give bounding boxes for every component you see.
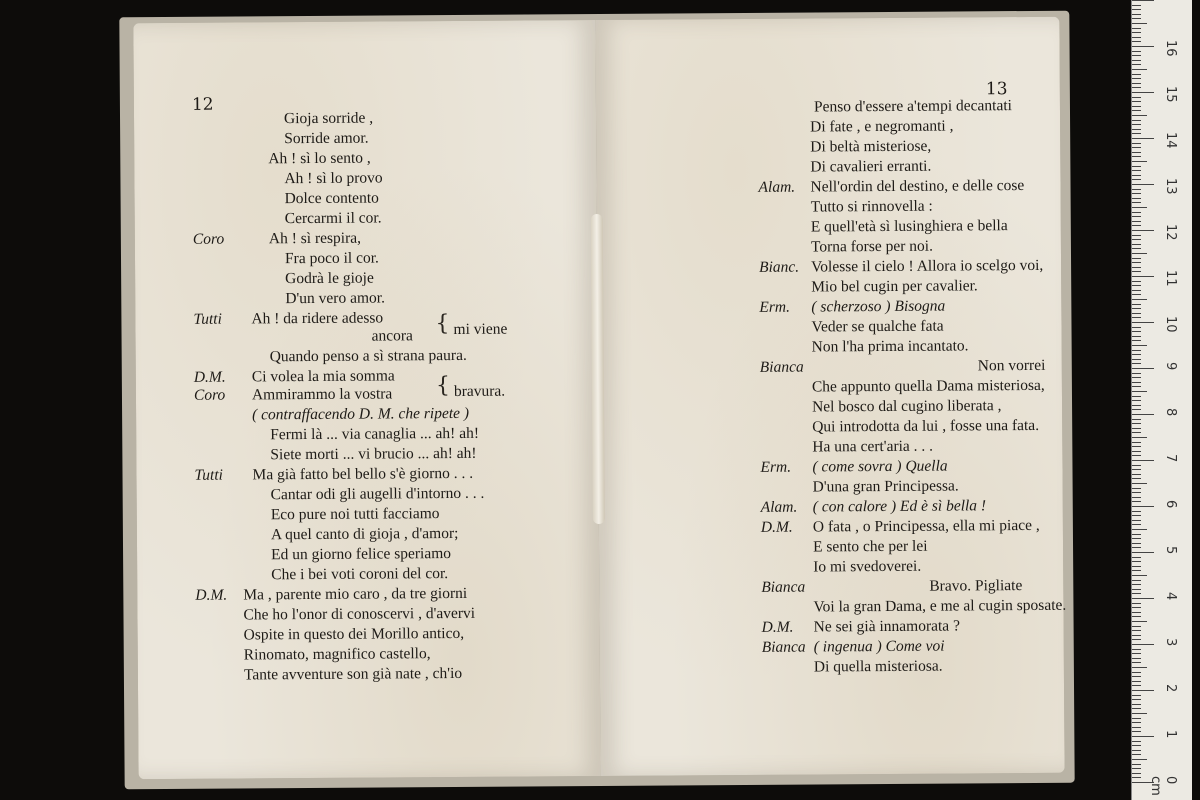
- verse-line: Tante avventure son già nate , ch'io: [243, 664, 463, 684]
- speaker-label: Tutti: [193, 310, 222, 328]
- verse-line: Che appunto quella Dama misteriosa,: [811, 376, 1045, 396]
- verse-line: Penso d'essere a'tempi decantati: [813, 97, 1012, 116]
- verse-line: Fra poco il cor.: [284, 249, 379, 268]
- ruler-tick: [1132, 575, 1147, 576]
- open-book: [119, 11, 1074, 790]
- ruler-tick: [1132, 534, 1141, 535]
- ruler-tick: [1132, 276, 1154, 277]
- ruler-number: 6: [1163, 500, 1178, 509]
- ruler-number: 10: [1163, 316, 1178, 333]
- ruler-tick: [1132, 124, 1141, 125]
- ruler-tick: [1132, 69, 1147, 70]
- verse-line: Cantar odi gli augelli d'intorno . . .: [270, 484, 485, 504]
- verse-line: Gioja sorride ,: [283, 109, 374, 128]
- verse-line: D'un vero amor.: [285, 289, 385, 308]
- ruler-tick: [1132, 566, 1141, 567]
- verse-line: Ah ! sì lo sento ,: [268, 149, 371, 168]
- ruler-number: 16: [1163, 40, 1178, 57]
- speaker-label: Coro: [192, 230, 225, 248]
- ruler-tick: [1132, 451, 1141, 452]
- ruler-tick: [1132, 120, 1141, 121]
- ruler-tick: [1132, 189, 1141, 190]
- ruler-number: 7: [1163, 454, 1178, 463]
- ruler-tick: [1132, 106, 1141, 107]
- verse-line: Ah ! da ridere adesso: [251, 309, 384, 328]
- ruler-tick: [1132, 649, 1141, 650]
- page-number-right: 13: [985, 79, 1008, 100]
- verse-line: Tutto si rinnovella :: [810, 197, 933, 216]
- ruler-tick: [1132, 460, 1154, 461]
- ruler-tick: [1132, 290, 1141, 291]
- ruler-tick: [1132, 593, 1141, 594]
- verse-line: ( ingenua ) Come voi: [813, 637, 945, 656]
- verse-line: Di cavalieri erranti.: [810, 157, 932, 176]
- verse-line: Ha una cert'aria . . .: [812, 437, 934, 456]
- ruler-tick: [1132, 474, 1141, 475]
- ruler-tick: [1132, 221, 1141, 222]
- ruler-tick: [1132, 681, 1141, 682]
- ruler-tick: [1132, 216, 1141, 217]
- ruler-tick: [1132, 731, 1141, 732]
- ruler-tick: [1132, 497, 1141, 498]
- verse-line: ( scherzoso ) Bisogna: [811, 297, 946, 316]
- ruler-tick: [1132, 685, 1141, 686]
- ruler-tick: [1132, 639, 1141, 640]
- verse-line: Non vorrei: [977, 356, 1046, 375]
- ruler-tick: [1132, 662, 1141, 663]
- verse-line: E sento che per lei: [812, 537, 928, 556]
- ruler-tick: [1132, 630, 1141, 631]
- brace-text: bravura.: [453, 382, 506, 400]
- ruler-tick: [1132, 708, 1141, 709]
- verse-line: Sorride amor.: [284, 129, 369, 148]
- ruler-tick: [1132, 506, 1154, 507]
- speaker-label: Erm.: [760, 458, 792, 476]
- ruler-tick: [1132, 704, 1141, 705]
- ruler-tick: [1132, 538, 1141, 539]
- speaker-label: D.M.: [761, 618, 794, 636]
- verse-line: Ne sei già innamorata ?: [813, 617, 960, 636]
- ruler-tick: [1132, 552, 1154, 553]
- ruler-tick: [1132, 405, 1141, 406]
- ruler-tick: [1132, 212, 1141, 213]
- ruler-tick: [1132, 658, 1141, 659]
- ruler-tick: [1132, 354, 1141, 355]
- verse-line: Godrà le gioje: [285, 269, 374, 288]
- ruler-number: 5: [1163, 546, 1178, 555]
- ruler-number: 13: [1163, 178, 1178, 195]
- speaker-label: Tutti: [194, 466, 224, 484]
- ruler-tick: [1132, 23, 1147, 24]
- ruler-tick: [1132, 46, 1154, 47]
- ruler-tick: [1132, 207, 1147, 208]
- verse-line: Mio bel cugin per cavalier.: [811, 277, 978, 296]
- verse-line: Voi la gran Dama, e me al cugin sposate.: [813, 596, 1067, 616]
- ruler-tick: [1132, 492, 1141, 493]
- speaker-label: Bianca: [761, 578, 806, 596]
- ruler-tick: [1132, 368, 1154, 369]
- ruler-tick: [1132, 741, 1141, 742]
- page-number-left: 12: [191, 94, 214, 115]
- verse-line: Ah ! sì lo provo: [284, 169, 383, 188]
- ruler-tick: [1132, 175, 1141, 176]
- ruler-tick: [1132, 524, 1141, 525]
- ruler-tick: [1132, 469, 1141, 470]
- ruler-number: 12: [1163, 224, 1178, 241]
- ruler-number: 8: [1163, 408, 1178, 417]
- ruler-tick: [1132, 419, 1141, 420]
- ruler-number: 11: [1163, 270, 1178, 287]
- ruler-tick: [1132, 166, 1141, 167]
- ruler-tick: [1132, 322, 1154, 323]
- ruler-tick: [1132, 14, 1141, 15]
- verse-line: Che ho l'onor di conoscervi , d'avervi: [243, 604, 476, 624]
- ruler-tick: [1132, 695, 1141, 696]
- ruler-tick: [1132, 644, 1154, 645]
- verse-line: Ah ! sì respira,: [268, 229, 362, 248]
- ruler-tick: [1132, 299, 1147, 300]
- ruler-tick: [1132, 391, 1147, 392]
- ruler-tick: [1132, 373, 1141, 374]
- ruler-tick: [1132, 271, 1141, 272]
- ruler-number: 15: [1163, 86, 1178, 103]
- ruler-tick: [1132, 308, 1141, 309]
- speaker-label: Erm.: [759, 298, 790, 316]
- ruler-tick: [1132, 612, 1141, 613]
- ruler-tick: [1132, 442, 1141, 443]
- verse-line: Quando penso a sì strana paura.: [269, 346, 467, 366]
- ruler-tick: [1132, 258, 1141, 259]
- verse-line: D'una gran Principessa.: [812, 477, 959, 496]
- ruler-tick: [1132, 529, 1147, 530]
- ruler-tick: [1132, 74, 1141, 75]
- ruler-tick: [1132, 115, 1147, 116]
- ruler-tick: [1132, 60, 1141, 61]
- ruler-tick: [1132, 97, 1141, 98]
- ruler-tick: [1132, 55, 1141, 56]
- ruler-tick: [1132, 616, 1141, 617]
- verse-line: Torna forse per noi.: [810, 237, 934, 256]
- ruler-tick: [1132, 78, 1141, 79]
- ruler-tick: [1132, 37, 1141, 38]
- ruler-tick: [1132, 570, 1141, 571]
- verse-line: ( contraffacendo D. M. che ripete ): [252, 404, 470, 424]
- ruler-tick: [1132, 465, 1141, 466]
- verse-line: Nell'ordin del destino, e delle cose: [810, 177, 1025, 196]
- ruler-tick: [1132, 690, 1154, 691]
- ruler-tick: [1132, 18, 1141, 19]
- ruler-number: 14: [1163, 132, 1178, 149]
- verse-line: Dolce contento: [284, 189, 379, 208]
- verse-line: Di quella misteriosa.: [813, 657, 943, 676]
- verse-line: Io mi svedoverei.: [813, 557, 922, 576]
- ruler-number: 3: [1163, 638, 1178, 647]
- speaker-label: Bianc.: [759, 258, 800, 276]
- verse-line: Ma , parente mio caro , da tre giorni: [243, 584, 468, 604]
- ruler-tick: [1132, 446, 1141, 447]
- ruler-tick: [1132, 161, 1147, 162]
- ruler-tick: [1132, 0, 1154, 1]
- verse-line: Eco pure noi tutti facciamo: [270, 505, 440, 524]
- ruler-tick: [1132, 138, 1154, 139]
- ruler-tick: [1132, 313, 1141, 314]
- ruler-number: 1: [1163, 730, 1178, 739]
- verse-line: Fermi là ... via canaglia ... ah! ah!: [270, 424, 480, 444]
- verse-line: Di beltà misteriose,: [810, 137, 932, 156]
- ruler-tick: [1132, 561, 1141, 562]
- ruler-tick: [1132, 143, 1141, 144]
- ruler-tick: [1132, 580, 1141, 581]
- ruler-tick: [1132, 455, 1141, 456]
- ruler-tick: [1132, 92, 1154, 93]
- ruler-tick: [1132, 584, 1141, 585]
- ruler-tick: [1132, 129, 1141, 130]
- verse-line: Siete morti ... vi brucio ... ah! ah!: [270, 444, 477, 464]
- speaker-label: D.M.: [760, 518, 793, 536]
- ruler-tick: [1132, 547, 1141, 548]
- ruler-tick: [1132, 432, 1141, 433]
- ruler-tick: [1132, 773, 1141, 774]
- ruler-tick: [1132, 41, 1141, 42]
- ruler-tick: [1132, 621, 1147, 622]
- ruler-tick: [1132, 51, 1141, 52]
- ruler-tick: [1132, 520, 1141, 521]
- left-page: [133, 20, 600, 779]
- verse-line: Non l'ha prima incantato.: [811, 337, 969, 356]
- ruler-tick: [1132, 156, 1141, 157]
- ruler-tick: [1132, 267, 1141, 268]
- ruler-tick: [1132, 745, 1141, 746]
- ruler-tick: [1132, 147, 1141, 148]
- ruler-tick: [1132, 101, 1141, 102]
- ruler-tick: [1132, 483, 1147, 484]
- ruler-number: 2: [1163, 684, 1178, 693]
- ruler-tick: [1132, 750, 1141, 751]
- ruler-tick: [1132, 672, 1141, 673]
- ruler-tick: [1132, 409, 1141, 410]
- verse-line: ( come sovra ) Quella: [812, 457, 948, 476]
- brace-text: mi viene: [453, 320, 508, 338]
- ruler-tick: [1132, 340, 1141, 341]
- ruler-tick: [1132, 198, 1141, 199]
- ruler-tick: [1132, 396, 1141, 397]
- brace-mark: {: [435, 311, 450, 337]
- ruler-tick: [1132, 225, 1141, 226]
- ruler-tick: [1132, 635, 1141, 636]
- ruler-tick: [1132, 83, 1141, 84]
- ruler-tick: [1132, 331, 1141, 332]
- ruler-tick: [1132, 754, 1141, 755]
- ruler-tick: [1132, 428, 1141, 429]
- ruler-tick: [1132, 281, 1141, 282]
- speaker-label: Bianca: [759, 358, 804, 376]
- verse-line: Ma già fatto bel bello s'è giorno . . .: [252, 464, 474, 484]
- ruler-tick: [1132, 478, 1141, 479]
- verse-line: O fata , o Principessa, ella mi piace ,: [812, 516, 1040, 536]
- ruler-tick: [1132, 336, 1141, 337]
- ruler-tick: [1132, 327, 1141, 328]
- ruler-number: 4: [1163, 592, 1178, 601]
- verse-line: Nel bosco dal cugino liberata ,: [811, 397, 1002, 416]
- brace-mark: {: [435, 373, 450, 399]
- ruler-tick: [1132, 202, 1141, 203]
- speaker-label: Alam.: [760, 498, 798, 516]
- ruler-tick: [1132, 248, 1141, 249]
- ruler-tick: [1132, 179, 1141, 180]
- ruler-tick: [1132, 239, 1141, 240]
- ruler-tick: [1132, 423, 1141, 424]
- ruler-tick: [1132, 777, 1141, 778]
- ruler-tick: [1132, 515, 1141, 516]
- ruler-tick: [1132, 363, 1141, 364]
- ruler-tick: [1132, 718, 1141, 719]
- ruler-tick: [1132, 5, 1141, 6]
- ruler-tick: [1132, 235, 1141, 236]
- ruler-tick: [1132, 759, 1147, 760]
- ruler-tick: [1132, 262, 1141, 263]
- ruler-tick: [1132, 184, 1154, 185]
- ruler-tick: [1132, 543, 1141, 544]
- right-page: [595, 17, 1067, 776]
- ruler-tick: [1132, 230, 1154, 231]
- ruler-tick: [1132, 304, 1141, 305]
- ruler-tick: [1132, 603, 1141, 604]
- ruler-tick: [1132, 400, 1141, 401]
- verse-line: A quel canto di gioja , d'amor;: [270, 524, 459, 544]
- ruler-tick: [1132, 244, 1141, 245]
- speaker-label: D.M.: [193, 368, 226, 386]
- speaker-label: Alam.: [758, 178, 796, 196]
- verse-line: Volesse il cielo ! Allora io scelgo voi,: [811, 256, 1044, 276]
- ruler-tick: [1132, 133, 1141, 134]
- speaker-label: D.M.: [195, 586, 228, 604]
- ruler-tick: [1132, 87, 1141, 88]
- ruler-tick: [1132, 598, 1154, 599]
- ruler-tick: [1132, 653, 1141, 654]
- verse-line: ancora: [371, 327, 413, 345]
- verse-line: Ci volea la mia somma: [251, 367, 395, 386]
- speaker-label: Coro: [193, 386, 226, 404]
- ruler-tick: [1132, 768, 1141, 769]
- ruler-tick: [1132, 285, 1141, 286]
- ruler-tick: [1132, 32, 1141, 33]
- ruler-tick: [1132, 382, 1141, 383]
- measurement-ruler: [1131, 0, 1192, 800]
- ruler-tick: [1132, 317, 1141, 318]
- ruler-tick: [1132, 736, 1154, 737]
- ruler-tick: [1132, 64, 1141, 65]
- ruler-tick: [1132, 152, 1141, 153]
- verse-line: Veder se qualche fata: [811, 317, 944, 336]
- ruler-tick: [1132, 557, 1141, 558]
- verse-line: ( con calore ) Ed è sì bella !: [812, 497, 987, 516]
- ruler-tick: [1132, 713, 1147, 714]
- ruler-tick: [1132, 764, 1141, 765]
- ruler-tick: [1132, 501, 1141, 502]
- ruler-tick: [1132, 386, 1141, 387]
- ruler-tick: [1132, 28, 1141, 29]
- ruler-tick: [1132, 350, 1141, 351]
- ruler-number: 0 cm: [1148, 776, 1178, 796]
- ruler-tick: [1132, 110, 1141, 111]
- verse-line: Di fate , e negromanti ,: [810, 117, 954, 136]
- ruler-tick: [1132, 9, 1141, 10]
- verse-line: Bravo. Pigliate: [929, 577, 1023, 595]
- ruler-tick: [1132, 359, 1141, 360]
- ruler-tick: [1132, 253, 1147, 254]
- ruler-tick: [1132, 345, 1147, 346]
- ruler-tick: [1132, 589, 1141, 590]
- speaker-label: Bianca: [761, 638, 806, 656]
- verse-line: Ammirammo la vostra: [251, 385, 393, 404]
- ruler-tick: [1132, 667, 1147, 668]
- verse-line: Che i bei voti coroni del cor.: [271, 565, 449, 584]
- ruler-tick: [1132, 414, 1154, 415]
- ruler-tick: [1132, 377, 1141, 378]
- ruler-tick: [1132, 193, 1141, 194]
- ruler-tick: [1132, 437, 1147, 438]
- ruler-tick: [1132, 607, 1141, 608]
- ruler-tick: [1132, 626, 1141, 627]
- ruler-tick: [1132, 488, 1141, 489]
- verse-line: E quell'età sì lusinghiera e bella: [810, 217, 1008, 236]
- verse-line: Ospite in questo dei Morillo antico,: [243, 624, 465, 644]
- ruler-number: 9: [1163, 362, 1178, 371]
- ruler-tick: [1132, 170, 1141, 171]
- ruler-tick: [1132, 722, 1141, 723]
- verse-line: Qui introdotta da lui , fosse una fata.: [812, 416, 1040, 436]
- ruler-tick: [1132, 511, 1141, 512]
- verse-line: Cercarmi il cor.: [284, 209, 382, 228]
- ruler-tick: [1132, 294, 1141, 295]
- verse-line: Rinomato, magnifico castello,: [243, 645, 431, 664]
- ruler-tick: [1132, 676, 1141, 677]
- verse-line: Ed un giorno felice speriamo: [271, 545, 452, 564]
- binding-thread: [591, 214, 605, 524]
- ruler-tick: [1132, 727, 1141, 728]
- ruler-tick: [1132, 699, 1141, 700]
